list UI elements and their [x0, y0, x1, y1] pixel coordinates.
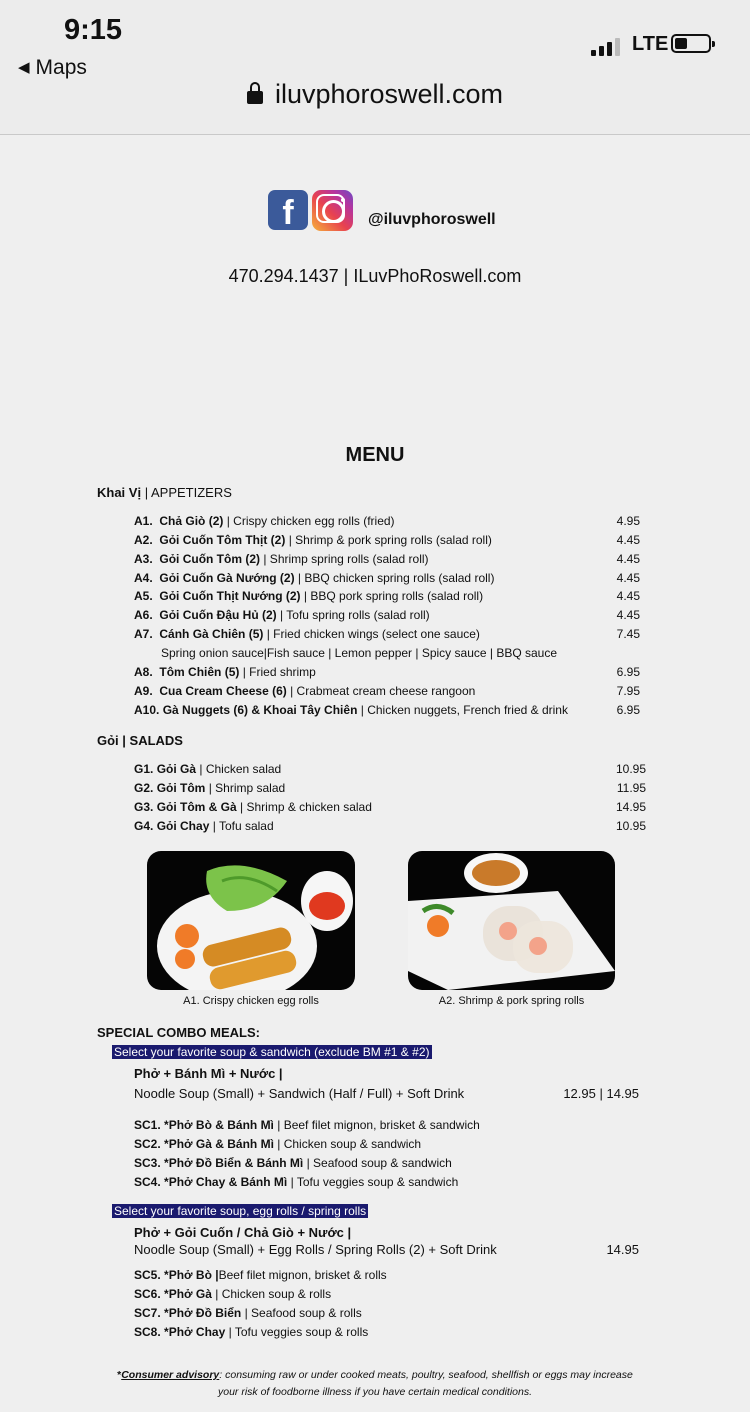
price-a3: 4.45	[616, 552, 640, 566]
menu-item-a10: A10. Gà Nuggets (6) & Khoai Tây Chiên | Chicken nuggets, French fried & drink	[134, 703, 568, 717]
price-a10: 6.95	[616, 703, 640, 717]
menu-item-sc7: SC7. *Phở Đồ Biển | Seafood soup & rolls	[134, 1306, 362, 1320]
combo-heading: SPECIAL COMBO MEALS:	[97, 1025, 260, 1040]
combo2-price: 14.95	[606, 1242, 639, 1257]
menu-item-a3: A3. Gỏi Cuốn Tôm (2) | Shrimp spring rolls (salad roll)	[134, 552, 429, 566]
menu-title: MENU	[345, 444, 405, 466]
menu-item-sc8: SC8. *Phở Chay | Tofu veggies soup & rolls	[134, 1325, 369, 1339]
social-handle: @iluvphoroswell	[368, 211, 496, 228]
egg-rolls-photo	[147, 851, 355, 990]
facebook-icon[interactable]: f	[268, 190, 308, 230]
menu-item-g2: G2. Gỏi Tôm | Shrimp salad	[134, 781, 286, 795]
url-text: iluvphoroswell.com	[274, 79, 504, 109]
clock-time: 9:15	[64, 14, 123, 46]
back-label: Maps	[35, 56, 87, 79]
menu-item-sc5: SC5. *Phở Bò |Beef filet mignon, brisket & rolls	[134, 1268, 387, 1282]
menu-item-a4: A4. Gỏi Cuốn Gà Nướng (2) | BBQ chicken spring rolls (salad roll)	[134, 571, 495, 585]
contact-line: 470.294.1437 | ILuvPhoRoswell.com	[228, 266, 522, 286]
price-g3: 14.95	[615, 800, 646, 814]
lock-icon	[247, 91, 263, 104]
price-a8: 6.95	[616, 665, 640, 679]
egg-rolls-illustration	[147, 851, 355, 990]
price-a4: 4.45	[616, 571, 640, 585]
menu-item-sc1: SC1. *Phở Bò & Bánh Mì | Beef filet mignon, brisket & sandwich	[134, 1118, 480, 1132]
combo1-line: Noodle Soup (Small) + Sandwich (Half / Full) + Soft Drink	[134, 1086, 465, 1101]
price-g4: 10.95	[615, 819, 646, 833]
consumer-advisory: *Consumer advisory: consuming raw or under cooked meats, poultry, seafood, shellfish or eggs may increase	[117, 1369, 633, 1381]
price-a1: 4.95	[616, 514, 640, 528]
appetizers-heading: Khai Vị | APPETIZERS	[97, 485, 232, 500]
battery-icon	[671, 34, 711, 53]
price-a2: 4.45	[616, 533, 640, 547]
photo-caption-a2: A2. Shrimp & pork spring rolls	[438, 995, 585, 1007]
combo1-title: Phở + Bánh Mì + Nước |	[134, 1066, 283, 1081]
address-bar[interactable]	[0, 79, 750, 110]
combo2-line: Noodle Soup (Small) + Egg Rolls / Spring Rolls (2) + Soft Drink	[134, 1242, 497, 1257]
price-a9: 7.95	[616, 684, 640, 698]
price-a6: 4.45	[616, 608, 640, 622]
network-label: LTE	[632, 33, 669, 55]
salads-heading: Gỏi | SALADS	[97, 733, 183, 748]
menu-item-g4: G4. Gỏi Chay | Tofu salad	[134, 819, 274, 833]
instagram-icon[interactable]	[312, 190, 353, 231]
sauce-options: Spring onion sauce|Fish sauce | Lemon pepper | Spicy sauce | BBQ sauce	[161, 646, 558, 660]
price-g2: 11.95	[616, 781, 646, 795]
combo2-title: Phở + Gỏi Cuốn / Chả Giò + Nước |	[134, 1225, 352, 1240]
menu-item-a5: A5. Gỏi Cuốn Thịt Nướng (2) | BBQ pork spring rolls (salad roll)	[134, 589, 484, 603]
menu-item-a6: A6. Gỏi Cuốn Đậu Hủ (2) | Tofu spring rolls (salad roll)	[134, 608, 430, 622]
menu-item-g3: G3. Gỏi Tôm & Gà | Shrimp & chicken salad	[134, 800, 372, 814]
menu-item-sc6: SC6. *Phở Gà | Chicken soup & rolls	[134, 1287, 332, 1301]
menu-item-g1: G1. Gỏi Gà | Chicken salad	[134, 762, 282, 776]
combo2-banner: Select your favorite soup, egg rolls / spring rolls	[114, 1204, 367, 1218]
combo1-banner: Select your favorite soup & sandwich (exclude BM #1 & #2)	[114, 1045, 430, 1059]
spring-rolls-photo	[408, 851, 615, 990]
signal-strength-icon	[591, 36, 623, 56]
menu-item-a8: A8. Tôm Chiên (5) | Fried shrimp	[134, 665, 316, 679]
menu-item-a9: A9. Cua Cream Cheese (6) | Crabmeat cream cheese rangoon	[134, 684, 476, 698]
price-a5: 4.45	[616, 589, 640, 603]
spring-rolls-illustration	[408, 851, 615, 990]
photo-caption-a1: A1. Crispy chicken egg rolls	[183, 995, 319, 1007]
menu-item-a2: A2. Gỏi Cuốn Tôm Thịt (2) | Shrimp & pork spring rolls (salad roll)	[134, 533, 492, 547]
menu-item-sc2: SC2. *Phở Gà & Bánh Mì | Chicken soup & sandwich	[134, 1137, 422, 1151]
menu-item-a7: A7. Cánh Gà Chiên (5) | Fried chicken wings (select one sauce)	[134, 627, 480, 641]
consumer-advisory-line2: your risk of foodborne illness if you have certain medical conditions.	[218, 1386, 532, 1398]
menu-item-sc3: SC3. *Phở Đồ Biển & Bánh Mì | Seafood soup & sandwich	[134, 1156, 452, 1170]
menu-item-sc4: SC4. *Phở Chay & Bánh Mì | Tofu veggies soup & sandwich	[134, 1175, 459, 1189]
price-g1: 10.95	[615, 762, 646, 776]
browser-status-bar	[0, 0, 750, 135]
combo1-price: 12.95 | 14.95	[563, 1086, 639, 1101]
menu-item-a1: A1. Chả Giò (2) | Crispy chicken egg rolls (fried)	[134, 514, 395, 528]
price-a7: 7.45	[616, 627, 640, 641]
back-to-maps-button[interactable]	[18, 56, 87, 80]
back-triangle-icon: ◀	[18, 59, 30, 76]
